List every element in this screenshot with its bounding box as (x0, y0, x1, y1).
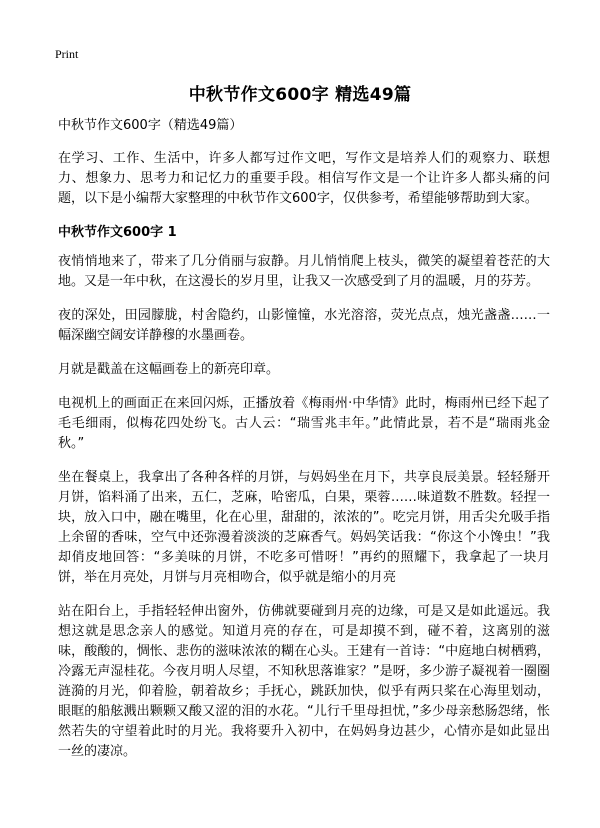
paragraph: 夜悄悄地来了，带来了几分俏丽与寂静。月儿悄悄爬上枝头，微笑的凝望着苍茫的大地。又是一年中秋，在这漫长的岁月里，让我又一次感受到了月的温暖，月的芬芳。 (58, 254, 550, 289)
print-link[interactable]: Print (55, 47, 79, 61)
section-heading: 中秋节作文600字 1 (58, 225, 177, 240)
paragraph: 坐在餐桌上，我拿出了各种各样的月饼，与妈妈坐在月下，共享良辰美景。轻轻掰开月饼，馅料涌了出来，五仁，芝麻，哈密瓜，白果，栗蓉……味道数不胜数。轻捏一块，放入口中，融在嘴里，化在心里，甜甜的，浓浓的”。吃完月饼，用舌尖允吸手指上余留的香味，空气中还弥漫着淡淡的芝麻香气。妈妈笑话我：“你这个小馋虫！”我却俏皮地回答：“多美味的月饼，不吃多可惜呀！”再约的照耀下，我拿起了一块月饼，举在月亮处，月饼与月亮相吻合，似乎就是缩小的月亮 (58, 470, 550, 585)
intro-paragraph: 在学习、工作、生活中，许多人都写过作文吧，写作文是培养人们的观察力、联想力、想象力、思考力和记忆力的重要手段。相信写作文是一个让许多人都头痛的问题，以下是小编帮大家整理的中秋节作文600字，仅供参考，希望能够帮助到大家。 (58, 151, 550, 206)
paragraph: 电视机上的画面正在来回闪烁，正播放着《梅雨州·中华情》此时，梅雨州已经下起了毛毛细雨，似梅花四处纷飞。古人云：“瑞雪兆丰年。”此情此景，若不是“瑞雨兆金秋。” (58, 396, 550, 451)
paragraph: 站在阳台上，手指轻轻伸出窗外，仿佛就要碰到月亮的边缘，可是又是如此遥远。我想这就是思念亲人的感觉。知道月亮的存在，可是却摸不到，碰不着，这离别的滋味，酸酸的，惆怅、悲伤的滋味浓浓的糊在心头。王建有一首诗：“中庭地白树栖鸦，冷露无声湿桂花。今夜月明人尽望，不知秋思落谁家？”是呀，多少游子凝视着一圈圈涟漪的月光，仰着脸，朝着故乡；手抚心，跳跃加快，似乎有两只桨在心海里划动，眼眶的船舷溅出颗颗又酸又涩的泪的水花。“儿行千里母担忧，”多少母亲愁肠怨绪，怅然若失的守望着此时的月光。我将要升入初中，在妈妈身边甚少，心情亦是如此显出一丝的凄凉。 (58, 604, 550, 759)
paragraph: 夜的深处，田园朦胧，村舍隐约，山影憧憧，水光溶溶，荧光点点，烛光盏盏……一幅深幽空阔安详静穆的水墨画卷。 (58, 308, 550, 343)
article-body (58, 116, 550, 776)
article-subtitle: 中秋节作文600字（精选49篇） (58, 118, 243, 133)
page-title: 中秋节作文600字 精选49篇 (188, 85, 412, 105)
paragraph: 月就是戳盖在这幅画卷上的新亮印章。 (58, 362, 280, 377)
